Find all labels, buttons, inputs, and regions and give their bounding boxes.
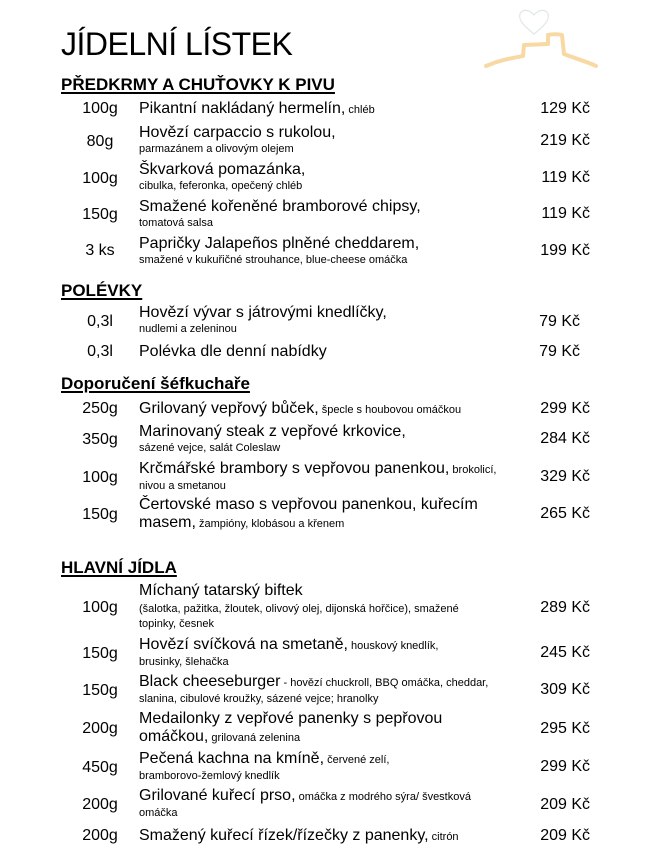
item-description <box>139 400 539 419</box>
item-quantity: 200g <box>82 796 118 813</box>
item-price: 329 Kč <box>540 468 590 485</box>
item-quantity: 200g <box>82 720 118 737</box>
item-description <box>139 750 514 784</box>
item-detail-inline: omáčka z modrého sýra/ švestková <box>295 791 471 803</box>
item-quantity: 3 ks <box>85 242 115 259</box>
item-description <box>139 496 539 533</box>
item-detail: omáčka <box>139 807 178 819</box>
section-heading: PŘEDKRMY A CHUŤOVKY K PIVU <box>61 75 335 94</box>
item-price: 299 Kč <box>540 400 590 417</box>
item-description <box>139 787 539 821</box>
item-name: Polévka dle denní nabídky <box>139 343 327 360</box>
item-detail: žampióny, klobásou a křenem <box>195 518 345 530</box>
item-description <box>139 827 539 846</box>
item-price: 119 Kč <box>541 169 590 186</box>
item-detail: grilovaná zelenina <box>208 732 301 744</box>
item-price: 79 Kč <box>539 343 580 360</box>
item-price: 284 Kč <box>540 430 590 447</box>
item-description <box>139 100 514 119</box>
item-detail-cont: topinky, česnek <box>139 618 215 630</box>
item-name: Pečená kachna na kmíně, <box>139 750 325 767</box>
item-price: 245 Kč <box>540 644 590 661</box>
hill-outline <box>486 34 596 66</box>
item-quantity: 150g <box>82 506 118 523</box>
item-price: 129 Kč <box>540 100 590 117</box>
item-name: Hovězí svíčková na smetaně, <box>139 636 348 653</box>
item-name: Papričky Jalapeños plněné cheddarem, <box>139 235 420 252</box>
item-quantity: 150g <box>82 206 118 223</box>
item-detail: nivou a smetanou <box>139 480 226 492</box>
item-detail-inline: houskový knedlík, <box>347 640 439 652</box>
item-detail: chléb <box>345 104 375 116</box>
item-description <box>139 343 514 361</box>
item-price: 119 Kč <box>541 205 590 222</box>
item-description <box>139 235 514 268</box>
item-price: 265 Kč <box>540 505 590 522</box>
item-name: Smažené kořeněné bramborové chipsy, <box>139 198 421 215</box>
item-quantity: 100g <box>82 170 118 187</box>
item-quantity: 450g <box>82 759 118 776</box>
item-name: Hovězí carpaccio s rukolou, <box>139 124 336 141</box>
item-detail: nudlemi a zeleninou <box>139 323 237 335</box>
item-price: 289 Kč <box>540 599 590 616</box>
item-description <box>139 673 539 707</box>
item-name-cont: masem, <box>139 514 196 531</box>
heart-hill-logo-icon <box>478 4 603 70</box>
item-price: 219 Kč <box>540 132 590 149</box>
item-name: Grilované kuřecí prso, <box>139 787 296 804</box>
item-detail: parmazánem a olivovým olejem <box>139 143 294 155</box>
heart-icon <box>520 10 549 34</box>
item-price: 209 Kč <box>540 796 590 813</box>
item-quantity: 200g <box>82 827 118 844</box>
item-description <box>139 423 514 456</box>
item-name: Hovězí vývar s játrovými knedlíčky, <box>139 304 387 321</box>
item-detail: bramborovo-žemlový knedlík <box>139 770 280 782</box>
item-name: Smažený kuřecí řízek/řízečky z panenky, <box>139 827 429 844</box>
item-name: Míchaný tatarský biftek <box>139 582 303 599</box>
item-detail-inline: - hovězí chuckroll, BBQ omáčka, cheddar, <box>280 677 489 689</box>
item-detail: brusinky, šlehačka <box>139 656 229 668</box>
item-name: Medailonky z vepřové panenky s pepřovou <box>139 710 443 727</box>
item-name: Pikantní nakládaný hermelín, <box>139 100 346 117</box>
section-heading: POLÉVKY <box>61 281 143 300</box>
item-quantity: 100g <box>82 469 118 486</box>
item-name: Krčmářské brambory s vepřovou panenkou, <box>139 460 450 477</box>
item-detail-inline: brokolicí, <box>449 464 497 476</box>
item-quantity: 0,3l <box>87 313 113 330</box>
item-quantity: 250g <box>82 400 118 417</box>
item-description <box>139 124 514 157</box>
item-detail: cibulka, feferonka, opečený chléb <box>139 180 303 192</box>
item-price: 79 Kč <box>539 313 580 330</box>
item-detail: špecle s houbovou omáčkou <box>318 404 462 416</box>
item-quantity: 80g <box>86 133 114 150</box>
item-description <box>139 304 514 337</box>
item-detail-inline: červené zelí, <box>324 754 390 766</box>
item-quantity: 150g <box>82 645 118 662</box>
item-detail: citrón <box>428 831 459 843</box>
item-name: Čertovské maso s vepřovou panenkou, kuřecím <box>139 496 478 513</box>
item-description <box>139 198 514 231</box>
item-description <box>139 460 539 494</box>
item-quantity: 100g <box>82 599 118 616</box>
item-price: 309 Kč <box>540 681 590 698</box>
item-price: 299 Kč <box>540 758 590 775</box>
item-price: 295 Kč <box>540 720 590 737</box>
item-name: Škvarková pomazánka, <box>139 161 306 178</box>
item-quantity: 0,3l <box>87 343 113 360</box>
item-detail: tomatová salsa <box>139 217 213 229</box>
section-heading: HLAVNÍ JÍDLA <box>61 558 177 577</box>
item-description <box>139 636 514 670</box>
item-name: Black cheeseburger <box>139 673 281 690</box>
item-name: Marinovaný steak z vepřové krkovice, <box>139 423 406 440</box>
item-quantity: 350g <box>82 431 118 448</box>
item-description <box>139 161 514 194</box>
item-detail: (šalotka, pažitka, žloutek, olivový olej, dijonská hořčice), smažené <box>139 603 459 615</box>
item-detail: sázené vejce, salát Coleslaw <box>139 442 281 454</box>
section-heading: Doporučení šéfkuchaře <box>61 374 250 393</box>
item-quantity: 100g <box>82 100 118 117</box>
item-price: 199 Kč <box>540 242 590 259</box>
item-description <box>139 710 514 747</box>
item-detail: smažené v kukuřičné strouhance, blue-cheese omáčka <box>139 254 408 266</box>
item-description <box>139 582 519 632</box>
item-detail: slanina, cibulové kroužky, sázené vejce; hranolky <box>139 693 379 705</box>
item-name: Grilovaný vepřový bůček, <box>139 400 319 417</box>
item-quantity: 150g <box>82 682 118 699</box>
item-price: 209 Kč <box>540 827 590 844</box>
item-name-cont: omáčkou, <box>139 728 209 745</box>
menu-title: JÍDELNÍ LÍSTEK <box>61 26 293 62</box>
